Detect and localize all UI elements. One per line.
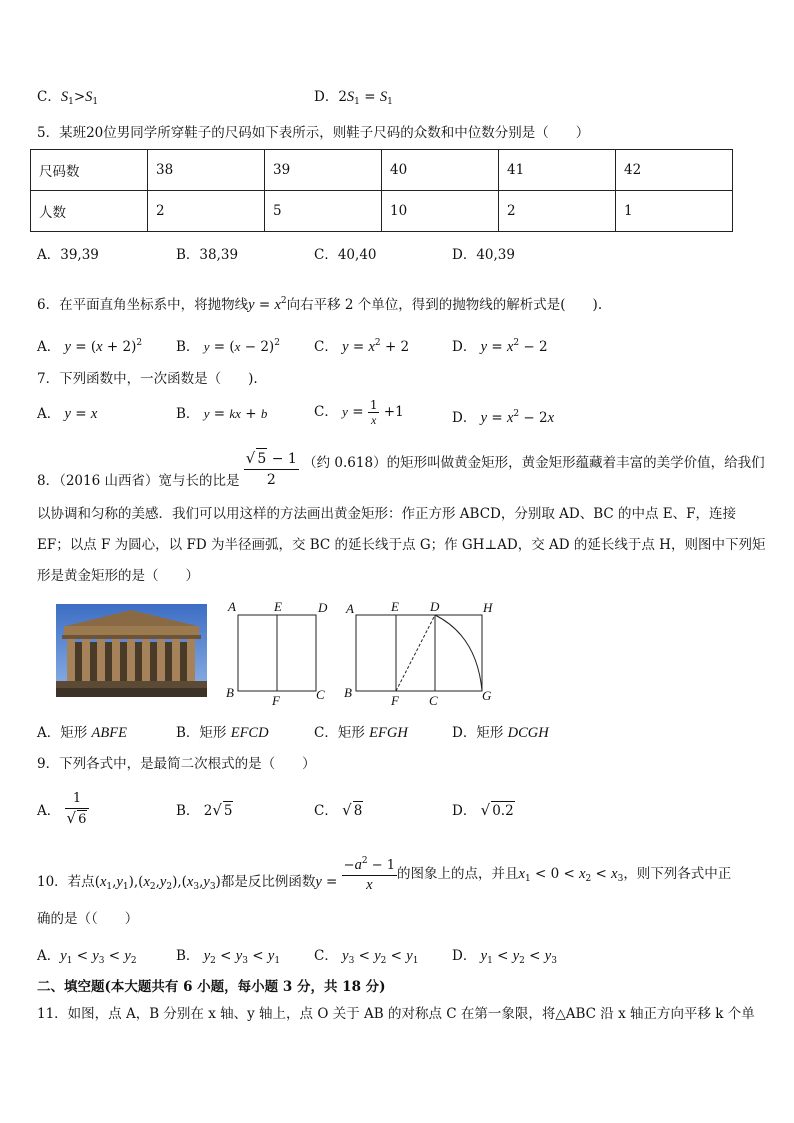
- label-c: C: [316, 687, 325, 702]
- table-cell: 尺码数: [31, 150, 148, 191]
- q10-option-b: B． $y_2 < y_3 < y_1$: [176, 948, 281, 966]
- rectangle-abgh: [356, 615, 482, 691]
- q8-line1-b: （约 0.618）的矩形叫做黄金矩形，黄金矩形蕴藏着丰富的美学价值，给我们: [303, 454, 765, 471]
- label-d-2: D: [430, 599, 440, 614]
- option-text: 矩形: [337, 725, 370, 741]
- table-row: [31, 191, 733, 232]
- q5-option-a: [37, 246, 99, 264]
- option-value: 39,39: [60, 247, 99, 263]
- q7-option-b: B． y = kx + b: [176, 406, 268, 422]
- table-cell: 1: [616, 191, 733, 232]
- option-text: 矩形: [476, 725, 508, 741]
- math-coef: 2: [338, 89, 347, 105]
- q7-option-a: A． y = x: [37, 406, 98, 422]
- rect-name: DCGH: [507, 725, 549, 741]
- coef: 2: [203, 803, 213, 819]
- option-letter: A．: [37, 725, 61, 741]
- parthenon-image: [56, 604, 207, 697]
- option-letter: A．: [37, 803, 61, 819]
- radicand: 8: [353, 803, 363, 819]
- option-value: 38,39: [199, 247, 239, 263]
- q10-option-d: D． $y_1 < y_2 < y_3$: [452, 948, 557, 966]
- option-value: 40,40: [337, 247, 377, 263]
- label-b: B: [226, 685, 234, 700]
- table-cell: 人数: [31, 191, 148, 232]
- option-letter: C．: [37, 89, 61, 105]
- option-letter: A．: [37, 339, 61, 355]
- rect-name: EFGH: [369, 725, 408, 741]
- q10-stem-b: 都是反比例函数: [220, 873, 316, 890]
- q10-stem-a: 10．若点: [37, 873, 95, 890]
- shoe-size-table: [30, 149, 733, 232]
- label-g: G: [482, 688, 492, 703]
- q10-stem: 10．若点$(x_1,y_1),(x_2,y_2),(x_3,y_3)$都是反比例函数y = $\frac{-a^2 - 1}{x}$ 的图象上的点，并且$x_1 < 0 < x_2 < x_3$，则下列各式中正: [37, 852, 731, 894]
- option-letter: A．: [37, 948, 61, 964]
- q5-option-c: [314, 246, 377, 264]
- option-letter: A．: [37, 247, 61, 263]
- q8-option-d: [452, 724, 549, 742]
- frac-numerator: 1: [65, 790, 90, 809]
- arc-dg: [435, 615, 482, 691]
- q10-stem-d: ，则下列各式中正: [623, 865, 732, 882]
- option-letter: C．: [314, 339, 338, 355]
- option-text: 矩形: [60, 725, 92, 741]
- option-letter: B．: [176, 803, 200, 819]
- option-letter: C．: [314, 247, 338, 263]
- q9-option-c: C． √ 8: [314, 801, 363, 819]
- q10-option-c: C． $y_3 < y_2 < y_1$: [314, 948, 419, 966]
- q8-option-a: [37, 724, 127, 742]
- radicand: 0.2: [492, 803, 514, 819]
- option-text: 矩形: [199, 725, 231, 741]
- q4-option-d: D．$2S_1 = S_1$: [314, 89, 393, 107]
- label-f: F: [272, 693, 280, 708]
- radicand: 6: [78, 812, 87, 827]
- option-letter: B．: [176, 948, 200, 964]
- option-letter: B．: [176, 339, 200, 355]
- table-cell: 2: [148, 191, 265, 232]
- label-a: A: [228, 599, 236, 614]
- q8-line2: 以协调和匀称的美感．我们可以用这样的方法画出黄金矩形：作正方形 ABCD，分别取 AD、BC 的中点 E、F，连接: [37, 506, 737, 522]
- q8-line3: EF；以点 F 为圆心，以 FD 为半径画弧，交 BC 的延长线于点 G；作 GH⊥AD，交 AD 的延长线于点 H，则图中下列矩: [37, 537, 766, 553]
- q8-option-b: [176, 724, 269, 742]
- table-cell: 38: [148, 150, 265, 191]
- q10-line2: 确的是（（ ）: [37, 911, 139, 927]
- q6-option-d: D． $y = x^2 - 2$: [452, 338, 548, 355]
- q9-stem: 9．下列各式中，是最简二次根式的是（ ）: [37, 756, 316, 772]
- option-letter: D．: [452, 410, 477, 426]
- radicand: 5: [223, 803, 233, 819]
- label-f-2: F: [391, 693, 399, 708]
- q8-line4: 形是黄金矩形的是（ ）: [37, 568, 199, 584]
- label-e-2: E: [391, 599, 399, 614]
- option-letter: C．: [314, 404, 338, 420]
- q8-line1: 8．（2016 山西省）宽与长的比是 $\frac{√ 5 - 1}{2}$ （约 0.618）的矩形叫做黄金矩形，黄金矩形蕴藏着丰富的美学价值，给我们: [37, 449, 765, 489]
- q6-option-c: C． $y = x^2 + 2$: [314, 338, 410, 355]
- math-s: S: [346, 89, 355, 105]
- table-cell: 10: [382, 191, 499, 232]
- q5-option-d: [452, 246, 515, 264]
- label-d: D: [318, 600, 328, 615]
- option-letter: B．: [176, 406, 200, 422]
- q6-option-a: A． $y = (x + 2)^2$: [37, 338, 143, 355]
- q8-line1-a: 8．（2016 山西省）宽与长的比是: [37, 472, 240, 489]
- section-heading: 二、填空题(本大题共有 6 小题，每小题 3 分，共 18 分): [37, 979, 386, 995]
- option-letter: C．: [314, 948, 338, 964]
- q6-stem-b: 向右平移 2 个单位，得到的抛物线的解析式是( ).: [286, 297, 603, 313]
- label-c-2: C: [429, 693, 438, 708]
- option-letter: D．: [452, 247, 477, 263]
- q4-option-c: C．$S_1>S_1$: [37, 89, 99, 107]
- option-letter: D．: [314, 89, 339, 105]
- table-row: [31, 150, 733, 191]
- rect-name: ABFE: [91, 725, 127, 741]
- table-cell: 2: [499, 191, 616, 232]
- option-letter: B．: [176, 247, 200, 263]
- math-s: S: [85, 89, 93, 105]
- q7-option-c: C． y = $\frac{1}{x}$ +1: [314, 398, 404, 427]
- q5-option-b: [176, 246, 238, 264]
- q9-option-a: A． $\frac{1}{√ 6}$: [37, 790, 89, 829]
- label-e: E: [274, 599, 282, 614]
- segment-fd-dashed: [396, 615, 435, 691]
- q10-stem-c: 的图象上的点，并且: [397, 865, 519, 882]
- option-letter: D．: [452, 339, 477, 355]
- table-cell: 40: [382, 150, 499, 191]
- table-cell: 5: [265, 191, 382, 232]
- option-letter: B．: [176, 725, 200, 741]
- q7-stem: 7．下列函数中，一次函数是（ ).: [37, 371, 258, 387]
- q8-option-c: [314, 724, 408, 742]
- math-s: S: [60, 89, 69, 105]
- label-b-2: B: [344, 685, 352, 700]
- option-value: 40,39: [476, 247, 515, 263]
- option-letter: D．: [452, 803, 477, 819]
- math-s: S: [379, 89, 388, 105]
- option-letter: A．: [37, 406, 61, 422]
- golden-rectangle-figure: [222, 596, 502, 708]
- option-letter: D．: [452, 725, 477, 741]
- option-letter: D．: [452, 948, 477, 964]
- q11-stem: 11．如图，点 A，B 分别在 x 轴、y 轴上，点 O 关于 AB 的对称点 C 在第一象限，将△ABC 沿 x 轴正方向平移 k 个单: [37, 1006, 755, 1022]
- q7-option-d: D． $y = x^2 - 2x$: [452, 409, 555, 426]
- q5-stem: 5．某班20位男同学所穿鞋子的尺码如下表所示，则鞋子尺码的众数和中位数分别是（ ）: [37, 125, 590, 141]
- rect-name: EFCD: [230, 725, 269, 741]
- table-cell: 39: [265, 150, 382, 191]
- table-cell: 42: [616, 150, 733, 191]
- option-letter: C．: [314, 803, 338, 819]
- q6-stem-a: 6．在平面直角坐标系中，将抛物线: [37, 297, 249, 313]
- q9-option-b: B． 2√ 5: [176, 801, 233, 819]
- label-a-2: A: [346, 601, 354, 616]
- q6-option-b: B． $y = (x - 2)^2$: [176, 338, 280, 355]
- q6-stem: 6．在平面直角坐标系中，将抛物线$y = x^2$向右平移 2 个单位，得到的抛物线的解析式是( ).: [37, 296, 603, 313]
- q10-option-a: A．$y_1 < y_3 < y_2$: [37, 948, 137, 966]
- option-letter: C．: [314, 725, 338, 741]
- label-h: H: [483, 600, 493, 615]
- math-op: >: [73, 89, 86, 105]
- table-cell: 41: [499, 150, 616, 191]
- math-op: =: [364, 89, 376, 105]
- q9-option-d: D． √ 0.2: [452, 801, 514, 819]
- parthenon-photo: [56, 604, 207, 697]
